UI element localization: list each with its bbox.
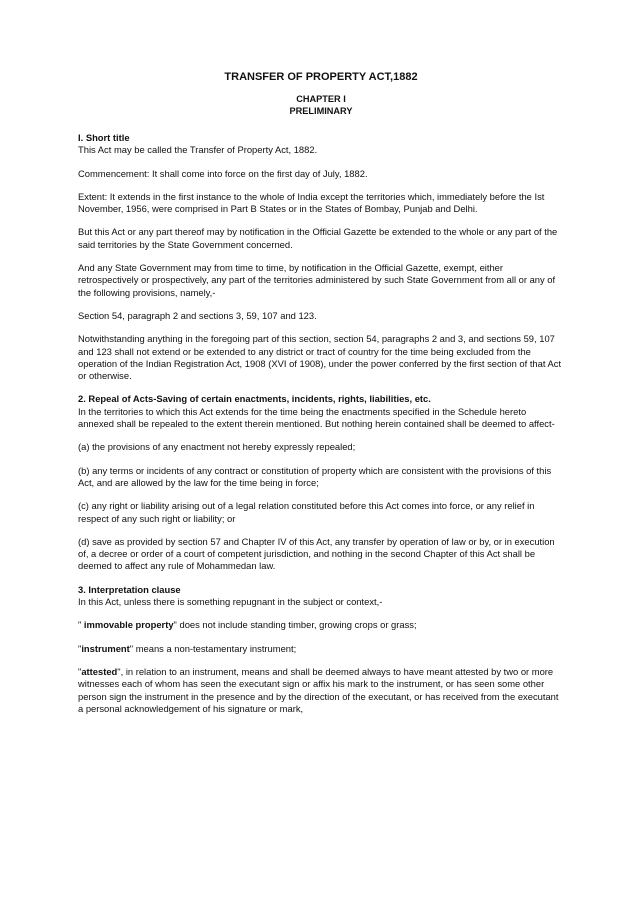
- notwithstanding-paragraph: Notwithstanding anything in the foregoing part of this section, section 54, paragraphs 2 and 3, and sections 59, 107 and 123 shall not extend or be extended to any district or tract of country for the time being excluded from the operation of the Indian Registration Act, 1908 (XVI of 1908), under the power conferred by the first section of that Act or otherwise.: [78, 333, 562, 382]
- section-2-text: In the territories to which this Act extends for the time being the enactments specified in the Schedule hereto annexed shall be repealed to the extent therein mentioned. But nothing herein contained shall be deemed to affect-: [78, 405, 555, 430]
- document-title: TRANSFER OF PROPERTY ACT,1882: [224, 71, 418, 83]
- definition-text: " means a non-testamentary instrument;: [129, 642, 297, 654]
- clause-a: (a) the provisions of any enactment not hereby expressly repealed;: [78, 441, 356, 453]
- defined-term: instrument: [81, 642, 130, 654]
- definition-immovable-property: [78, 619, 564, 631]
- section-3: [78, 584, 564, 609]
- clause-b: (b) any terms or incidents of any contract or constitution of property which are consistent with the provisions of this Act, and are allowed by the law for the time being in force;: [78, 464, 552, 488]
- clause-d: (d) save as provided by section 57 and Chapter IV of this Act, any transfer by operation of law or by, or in execution of, a decree or order of a court of competent jurisdiction, and nothing in the second Chapter of this Act shall be deemed to affect any rule of Mohammedan law.: [78, 535, 555, 572]
- chapter-number: CHAPTER I: [296, 94, 346, 104]
- section-3-text: In this Act, unless there is something repugnant in the subject or context,-: [78, 596, 383, 608]
- clause-c: (c) any right or liability arising out of a legal relation constituted before this Act comes into force, or any relief in respect of any such right or liability; or: [78, 500, 535, 524]
- chapter-heading: [78, 93, 564, 117]
- extent-paragraph: Extent: It extends in the first instance to the whole of India except the territories which, immediately before the Ist November, 1956, were comprised in Part B States or in the States of Bombay, Punjab and Delhi.: [78, 190, 545, 215]
- definition-attested: [78, 666, 564, 715]
- section-1: [78, 132, 564, 157]
- defined-term: immovable property: [81, 619, 174, 631]
- defined-term: attested: [81, 665, 118, 677]
- definition-open-quote: ": [78, 665, 82, 677]
- document-page: [78, 70, 564, 726]
- exemption-paragraph: And any State Government may from time to time, by notification in the Official Gazette, exempt, either retrospectively or prospectively, any part of the territories administered by such State Government from all or any of the following provisions, namely,-: [78, 262, 556, 298]
- sections-list-paragraph: Section 54, paragraph 2 and sections 3, 59, 107 and 123.: [78, 309, 317, 321]
- extension-paragraph: But this Act or any part thereof may by notification in the Official Gazette be extended to the whole or any part of the said territories by the State Government concerned.: [78, 226, 558, 250]
- section-3-heading: 3. Interpretation clause: [78, 583, 181, 595]
- definition-open-quote: ": [78, 619, 82, 631]
- section-2: [78, 393, 564, 430]
- chapter-name: PRELIMINARY: [289, 106, 353, 116]
- section-1-heading: I. Short title: [78, 132, 130, 143]
- definition-text: " does not include standing timber, growing crops or grass;: [173, 619, 417, 631]
- definition-open-quote: ": [78, 642, 82, 654]
- section-1-text: This Act may be called the Transfer of Property Act, 1882.: [78, 144, 318, 156]
- definition-text: ", in relation to an instrument, means and shall be deemed always to have meant attested by two or more witnesses each of whom has seen the executant sign or affix his mark to the instrument, or has seen some other person sign the instrument in the presence and by the direction of the executant, or has received from the executant a personal acknowledgement of his signature or mark,: [78, 665, 559, 714]
- commencement-paragraph: Commencement: It shall come into force on the first day of July, 1882.: [78, 167, 368, 179]
- section-2-heading: 2. Repeal of Acts-Saving of certain enactments, incidents, rights, liabilities, etc.: [78, 393, 431, 405]
- definition-instrument: [78, 643, 564, 655]
